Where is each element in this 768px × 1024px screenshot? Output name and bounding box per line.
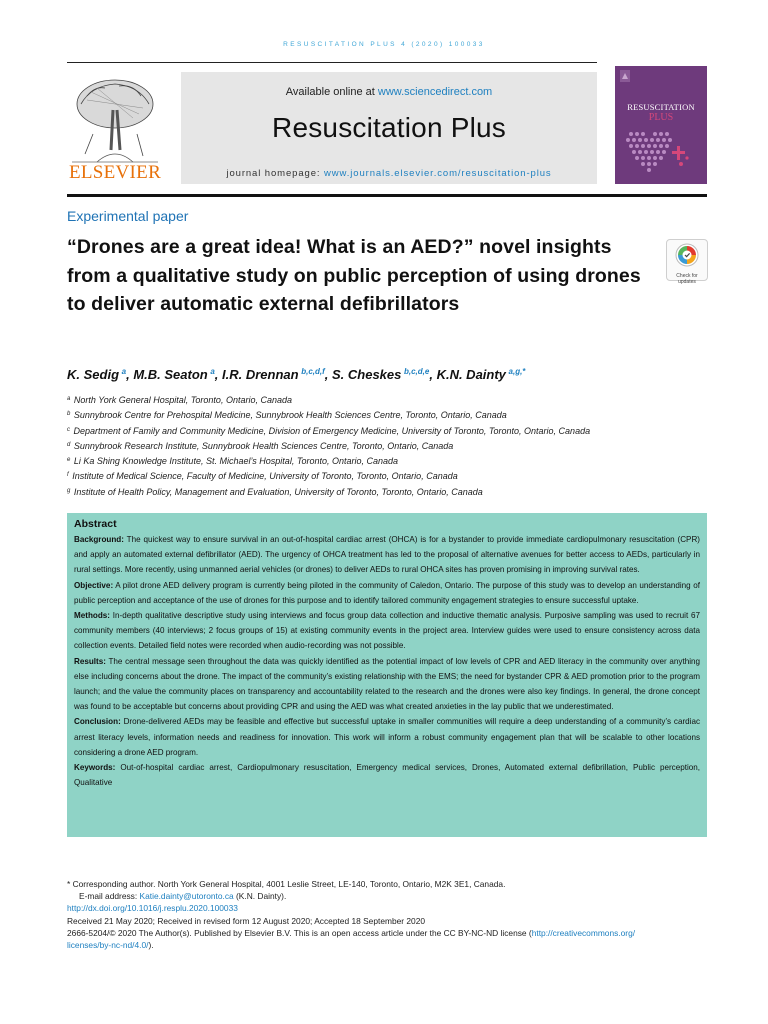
affiliation-key: b — [67, 411, 71, 418]
affiliation-item — [67, 423, 707, 438]
abstract-section-label: Methods: — [74, 611, 110, 621]
masthead — [67, 66, 707, 184]
abstract-section-text: Out-of-hospital cardiac arrest, Cardiopulmonary resuscitation, Emergency medical services, Drones, Automated external defibrillation, Public perception, Qualitative — [74, 763, 700, 788]
email-suffix: (K.N. Dainty). — [233, 891, 287, 902]
available-prefix: Available online at — [285, 86, 378, 98]
abstract-section-label: Keywords: — [74, 763, 116, 773]
abstract-section-text: Drone-delivered AEDs may be feasible and effective but successful uptake in smaller communities will require a deep understanding of a community’s cardiac arrest literacy levels, information needs and readiness for innovation. This work will inform a robust community engagement plan that will be scalable to other locations considering a drone AED program. — [74, 717, 700, 757]
affiliation-text: North York General Hospital, Toronto, Ontario, Canada — [73, 395, 292, 405]
corresponding-author-note: * Corresponding author. North York General Hospital, 4001 Leslie Street, LE-140, Toronto, Ontario, M2K 3E1, Canada. — [67, 879, 506, 889]
affiliation-item — [67, 484, 707, 499]
abstract-section-text: A pilot drone AED delivery program is currently being piloted in the community of Caledon, Ontario. The purpose of this study was to develop an understanding of public perception and acceptance of the use of drones for this purpose and to identify tailored community engagement strategies to ensure successful uptake. — [74, 580, 700, 605]
elsevier-wordmark: ELSEVIER — [68, 162, 162, 183]
author-separator: , — [214, 367, 223, 382]
cover-subtitle: PLUS — [648, 112, 674, 123]
abstract-results — [74, 654, 700, 715]
author-separator: , — [126, 367, 134, 382]
abstract-section-text: The quickest way to ensure survival in an out-of-hospital cardiac arrest (OHCA) is for a bystander to provide immediate cardiopulmonary resuscitation (CPR) and apply an automated external defibrillator (AED). The urgency of OHCA treatment has led to the proposal of alternative avenues for better access to AEDs, particularly in rural settings. More recently, using unmanned aerial vehicles (or drones) to deliver AEDs to rural OHCA sites has proven promising in improving survival rates. — [74, 535, 700, 575]
affiliation-item — [67, 438, 707, 453]
received-dates: Received 21 May 2020; Received in revised form 12 August 2020; Accepted 18 September 2020 — [67, 915, 426, 926]
abstract-heading: Abstract — [74, 518, 117, 530]
affiliation-text: Institute of Health Policy, Management and Evaluation, University of Toronto, Toronto, Ontario, Canada — [73, 486, 483, 497]
abstract-box — [67, 513, 707, 837]
affiliation-key: g — [67, 487, 71, 494]
abstract-section-label: Objective: — [74, 580, 114, 590]
running-head: RESUSCITATION PLUS 4 (2020) 100033 — [283, 41, 485, 48]
affiliation-text: Institute of Medical Science, Faculty of Medicine, University of Toronto, Toronto, Ontario, Canada — [72, 471, 458, 482]
author-name[interactable]: I.R. Drennan — [222, 367, 299, 382]
author-separator: , — [429, 367, 437, 382]
journal-homepage-line — [181, 168, 597, 179]
top-rule — [67, 62, 597, 63]
author-affiliation-marks[interactable]: b,c,d,e — [403, 367, 430, 376]
license-suffix: ). — [148, 940, 154, 951]
abstract-section-label: Background: — [74, 535, 124, 544]
article-title: “Drones are a great idea! What is an AED?” novel insights from a qualitative study on public perception of using drones to deliver automatic external defibrillators — [67, 236, 641, 315]
abstract-section-label: Results: — [74, 656, 106, 666]
journal-cover-image-icon[interactable] — [615, 66, 707, 184]
cover-title: RESUSCITATION — [627, 102, 695, 112]
affiliation-list — [67, 392, 707, 499]
journal-homepage-link[interactable]: www.journals.elsevier.com/resuscitation-plus — [323, 168, 552, 179]
affiliation-key: c — [67, 426, 70, 433]
email-link[interactable]: Katie.dainty@utoronto.ca — [139, 891, 234, 902]
author-affiliation-marks[interactable]: a — [210, 367, 215, 376]
doi-link[interactable]: http://dx.doi.org/10.1016/j.resplu.2020.100033 — [67, 903, 238, 914]
author-list — [67, 367, 707, 382]
affiliation-text: Department of Family and Community Medicine, Division of Emergency Medicine, University of Toronto, Toronto, Ontario, Canada — [73, 425, 591, 436]
article-type-label: Experimental paper — [67, 208, 189, 224]
affiliation-key: f — [67, 472, 69, 479]
author-name[interactable]: K. Sedig — [67, 367, 120, 382]
abstract-conclusion — [74, 714, 700, 760]
license-line — [67, 927, 712, 951]
email-prefix: E-mail address: — [79, 891, 140, 902]
abstract-section-text: The central message seen throughout the data was quickly identified as the potential impact of low levels of CPR and AED literacy in the community over anything else including concerns about the drone. The impact of the community’s existing relationship with the EMS; the need for bystander CPR & AED promotion prior to the program launch; and the value the community places on transparency and accountability related to the research and the drones were also key findings. In general, the drone concept was found to be acceptable but concerns about providing CPR and using the AED was what created anxieties in the lay public that we underestimated. — [74, 656, 700, 712]
affiliation-item — [67, 392, 707, 407]
author-name[interactable]: M.B. Seaton — [133, 367, 208, 382]
affiliation-text: Sunnybrook Research Institute, Sunnybrook Health Sciences Centre, Toronto, Ontario, Canada — [73, 440, 454, 451]
masthead-bottom-rule — [67, 194, 707, 197]
author-name[interactable]: S. Cheskes — [332, 367, 402, 382]
abstract-background — [74, 532, 700, 578]
affiliation-key: e — [67, 457, 71, 464]
available-online-line — [181, 86, 597, 98]
check-for-updates-button[interactable] — [666, 239, 708, 285]
affiliation-item — [67, 407, 707, 422]
abstract-methods — [74, 608, 700, 654]
journal-header-box — [181, 72, 597, 184]
affiliation-key: d — [67, 441, 71, 448]
abstract-section-label: Conclusion: — [74, 717, 121, 727]
check-for-updates-label: Check for updates — [676, 273, 698, 285]
license-prefix: 2666-5204/© 2020 The Author(s). Published by Elsevier B.V. This is an open access article under the CC BY-NC-ND license ( — [67, 927, 532, 938]
license-link[interactable]: http://creativecommons.org/ — [531, 927, 636, 938]
author-separator: , — [324, 367, 332, 382]
abstract-section-text: In-depth qualitative descriptive study using interviews and focus group data collection and inductive thematic analysis. Purposive sampling was used to recruit 67 community members (40 interviews; 2 focus groups of 15) at existing community events in the project area. Interview guides were used to ensure consistency across data collection events. Detailed field notes were recorded when audio-recording was not possible. — [74, 611, 700, 651]
abstract-objective — [74, 578, 700, 608]
affiliation-text: Sunnybrook Centre for Prehospital Medicine, Sunnybrook Health Sciences Centre, Toronto, Ontario, Canada — [73, 410, 507, 421]
abstract-keywords — [74, 760, 700, 790]
sciencedirect-link[interactable]: www.sciencedirect.com — [377, 86, 493, 98]
footnotes — [67, 878, 712, 951]
doi-line — [67, 902, 712, 914]
check-for-updates-icon — [675, 243, 699, 267]
author-name[interactable]: K.N. Dainty — [436, 367, 506, 382]
journal-name: Resuscitation Plus — [272, 112, 506, 143]
homepage-prefix: journal homepage: — [226, 168, 324, 179]
author-affiliation-marks[interactable]: a,g,* — [508, 367, 526, 376]
email-line — [67, 890, 712, 902]
affiliation-item — [67, 468, 707, 483]
affiliation-text: Li Ka Shing Knowledge Institute, St. Michael’s Hospital, Toronto, Ontario, Canada — [73, 456, 399, 467]
affiliation-item — [67, 453, 707, 468]
cover-heart-pattern-icon — [623, 128, 699, 180]
license-link-continued[interactable]: licenses/by-nc-nd/4.0/ — [67, 940, 149, 951]
author-affiliation-marks[interactable]: a — [121, 367, 127, 376]
cover-elsevier-mark-icon — [620, 70, 630, 82]
affiliation-key: a — [67, 396, 71, 402]
author-affiliation-marks[interactable]: b,c,d,f — [301, 367, 325, 376]
